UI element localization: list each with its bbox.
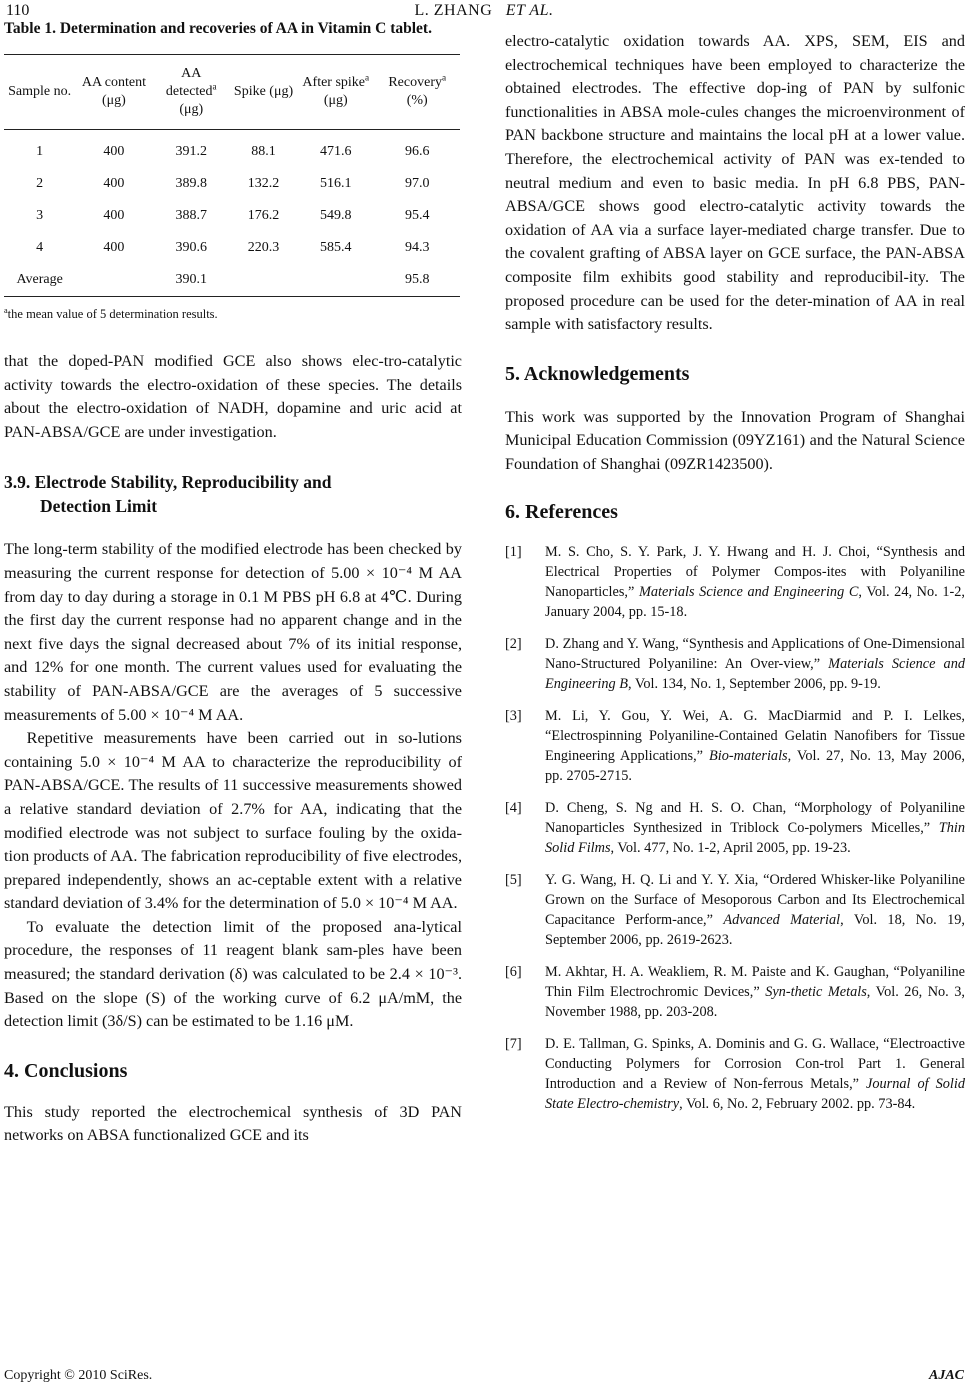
table-row-average: Average 390.1 95.8 [4, 264, 460, 297]
section-4-heading: 4. Conclusions [4, 1059, 128, 1082]
journal-abbrev: AJAC [928, 1368, 964, 1383]
running-author: L. ZHANG [414, 2, 493, 19]
paragraph: The long-term stability of the modified electrode has been checked by measuring the current response for detection of 5.00 × 10⁻⁴ M AA from day to day during a storage in 0.1 M PBS pH 6.8 at 4℃. During the first day the current response had no apparent change and in the next five days the signal decreased about 7% of its initial response, and 12% for one month. The current values used for evaluating the stability of PAN-ABSA/GCE are the averages of 5 successive measurements of 5.00 × 10⁻⁴ M AA. [4, 540, 462, 724]
paragraph: electro-catalytic oxidation towards AA. XPS, SEM, EIS and electrochemical techniques have been employed to characterize the obtained electrodes. The effective dop-ing of PAN by sulfonic functionalities in ABSA mole-cules changes the microenvironment of PAN backbone structure and maintains the local pH at a lower value. Therefore, the electrochemical activity of PAN was ex-tended to neutral medium and even to basic media. In pH 6.8 PBS, PAN-ABSA/GCE shows good electro-catalytic activity towards the oxidation of AA via a surface layer-mediated charge transfer. Due to the covalent grafting of ABSA layer on GCE surface, the PAN-ABSA composite film exhibits good stability and reproducibil-ity. The proposed procedure can be used for the deter-mination of AA in real sample with satisfactory results. [505, 32, 965, 334]
col-after-spike: After spike$^a$ (μg) [297, 55, 374, 130]
table-footnote: $^a$the mean value of 5 determination results. [4, 305, 218, 321]
paragraph: that the doped-PAN modified GCE also shows elec-tro-catalytic activity towards the electro-oxidation of these species. The details about the electro-oxidation of NADH, dopamine and uric acid at PAN-ABSA/GCE are under investigation. [4, 352, 462, 441]
section-3-9-heading: 3.9. Electrode Stability, Reproducibility and Detection Limit [4, 472, 332, 517]
recovery-table [4, 54, 460, 297]
reference-item: [1] M. S. Cho, S. Y. Park, J. Y. Hwang and H. J. Choi, “Synthesis and Electrical Properties of Polymer Compos-ites with Polyaniline Nanoparticles,” Materials Science and Engineering C, Vol. 24, No. 1-2, January 2004, pp. 15-18. [505, 543, 965, 620]
col-aa-detected: AA detected$^a$ (μg) [153, 55, 230, 130]
reference-item: [6] M. Akhtar, H. A. Weakliem, R. M. Paiste and K. Gaughan, “Polyaniline Thin Film Electrochromic Devices,” Syn-thetic Metals, Vol. 26, No. 3, November 1988, pp. 203-208. [505, 963, 965, 1020]
reference-item: [4] D. Cheng, S. Ng and H. S. O. Chan, “Morphology of Polyaniline Nanoparticles Synthesized in Triblock Co-polymers Micelles,” Thin Solid Films, Vol. 477, No. 1-2, April 2005, pp. 19-23. [505, 799, 965, 856]
copyright-notice: Copyright © 2010 SciRes. [4, 1368, 153, 1383]
table-row: 1 400 391.2 88.1 471.6 96.6 [36, 144, 430, 159]
paragraph: Repetitive measurements have been carried out in so-lutions containing 5.0 × 10⁻⁴ M AA to characterize the reproducibility of PAN-ABSA/GCE. The results of 11 successive measurements showed a relative standard deviation of 2.7% for AA, indicating that the modified electrode was not subject to surface fouling by the oxida-tion products of AA. The fabrication reproducibility of five electrodes, prepared independently, shows an ac-ceptable extent with a relative standard deviation of 3.4% for the determination of 5.0 × 10⁻⁴ M AA. [4, 729, 462, 913]
left-column [4, 18, 462, 1148]
col-spike: Spike (μg) [230, 55, 297, 130]
section-5-heading: 5. Acknowledgements [505, 362, 690, 385]
paragraph: This study reported the electrochemical synthesis of 3D PAN networks on ABSA functionalized GCE and its [4, 1102, 462, 1145]
table-header-row [4, 55, 460, 130]
paragraph: To evaluate the detection limit of the proposed ana-lytical procedure, the responses of 11 reagent blank sam-ples have been measured; the standard derivation (δ) was calculated to be 2.4 × 10⁻³. Based on the slope (S) of the working curve of 6.2 μA/mM, the detection limit (3δ/S) can be estimated to be 1.16 μM. [4, 917, 462, 1031]
page-number: 110 [6, 2, 30, 19]
right-column [505, 18, 965, 1126]
reference-item: [5] Y. G. Wang, H. Q. Li and Y. Y. Xia, “Ordered Whisker-like Polyaniline Grown on the Surface of Mesoporous Carbon and Its Electrochemical Capacitance Perform-ance,” Advanced Material, Vol. 18, No. 19, September 2006, pp. 2619-2623. [505, 871, 965, 948]
table-row: 3 400 388.7 176.2 549.8 95.4 [36, 208, 430, 223]
table-row: 2 400 389.8 132.2 516.1 97.0 [36, 176, 430, 191]
table-caption: Table 1. Determination and recoveries of AA in Vitamin C tablet. [4, 20, 432, 37]
col-sample-no: Sample no. [4, 55, 75, 130]
table-row: 4 400 390.6 220.3 585.4 94.3 [36, 240, 430, 255]
reference-item: [7] D. E. Tallman, G. Spinks, A. Dominis and G. G. Wallace, “Electroactive Conducting Polymers for Corrosion Con-trol Part 1. General Introduction and a Review of Non-ferrous Metals,” Journal of Solid State Electro-chemistry, Vol. 6, No. 2, February 2002. pp. 73-84. [505, 1035, 965, 1112]
reference-item: [3] M. Li, Y. Gou, Y. Wei, A. G. MacDiarmid and P. I. Lelkes, “Electrospinning Polyaniline-Contained Gelatin Nanofibers for Tissue Engineering Applications,” Bio-materials, Vol. 27, No. 13, May 2006, pp. 2705-2715. [505, 707, 965, 784]
col-aa-content: AA content (μg) [75, 55, 152, 130]
paragraph: This work was supported by the Innovation Program of Shanghai Municipal Education Commission (09YZ161) and the Natural Science Foundation of Shanghai (09ZR1423500). [505, 407, 965, 473]
running-etal: ET AL. [505, 2, 554, 19]
section-6-heading: 6. References [505, 500, 618, 523]
col-recovery: Recovery$^a$ (%) [374, 55, 460, 130]
reference-item: [2] D. Zhang and Y. Wang, “Synthesis and Applications of One-Dimensional Nano-Structured Polyaniline: An Over-view,” Materials Science and Engineering B, Vol. 134, No. 1, September 2006, pp. 9-19. [505, 635, 965, 692]
reference-list [505, 542, 965, 1114]
